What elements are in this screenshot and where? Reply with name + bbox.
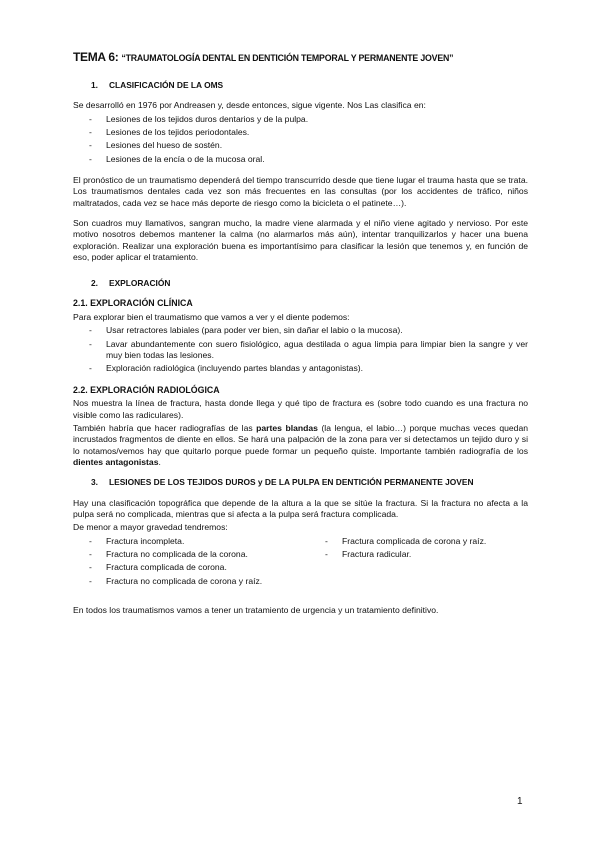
section-3-title: LESIONES DE LOS TEJIDOS DUROS y DE LA PULPA EN DENTICIÓN PERMANENTE JOVEN xyxy=(109,477,474,488)
title-text: “TRAUMATOLOGÍA DENTAL EN DENTICIÓN TEMPORAL Y PERMANENTE JOVEN” xyxy=(121,53,454,63)
section-1-number: 1. xyxy=(91,80,98,91)
subsection-2-1-intro: Para explorar bien el traumatismo que vamos a ver y el diente podemos: xyxy=(73,312,350,323)
list-item: - Lesiones de los tejidos duros dentarios y de la pulpa. xyxy=(106,114,528,125)
list-item: - Usar retractores labiales (para poder ver bien, sin dañar el labio o la mucosa). xyxy=(106,325,528,336)
section-2-number: 2. xyxy=(91,278,98,289)
section-3-paragraph-3: En todos los traumatismos vamos a tener un tratamiento de urgencia y un tratamiento definitivo. xyxy=(73,604,439,615)
section-1-intro: Se desarrolló en 1976 por Andreasen y, desde entonces, sigue vigente. Nos Las clasifica en: xyxy=(73,100,426,111)
section-1-title: CLASIFICACIÓN DE LA OMS xyxy=(109,80,224,91)
fracture-column-2 xyxy=(309,536,528,589)
text-run: . xyxy=(158,457,161,468)
list-item: - Exploración radiológica (incluyendo partes blandas y antagonistas). xyxy=(106,363,528,374)
fracture-types-columns xyxy=(73,536,528,589)
section-3-number: 3. xyxy=(91,477,98,488)
subsection-2-2-paragraph-1: Nos muestra la línea de fractura, hasta donde llega y qué tipo de fractura es (sobre todo cuando es una fractura no visible como las radiculares). xyxy=(73,398,528,420)
list-item: - Fractura complicada de corona y raíz. xyxy=(342,536,528,547)
list-item: - Fractura no complicada de la corona. xyxy=(106,549,309,560)
subsection-2-1-heading: 2.1. EXPLORACIÓN CLÍNICA xyxy=(73,298,193,309)
document-title xyxy=(73,50,528,66)
list-item: - Fractura no complicada de corona y raíz. xyxy=(106,576,309,587)
list-item: - Lavar abundantemente con suero fisiológico, agua destilada o agua limpia para limpiar bien la sangre y ver muy bien todas las lesiones. xyxy=(106,339,528,362)
section-3-paragraph-1: Hay una clasificación topográfica que depende de la altura a la que se sitúe la fractura. Si la fractura no afecta a la pulpa será no complicada, mientras que si afecta a la pulpa será fractura complicada. xyxy=(73,497,528,519)
list-item: - Lesiones del hueso de sostén. xyxy=(106,140,528,151)
section-2-title: EXPLORACIÓN xyxy=(109,278,171,289)
document-page xyxy=(73,50,528,625)
text-run: También habría que hacer radiografías de las xyxy=(73,423,257,434)
bold-term-dientes-antagonistas: dientes antagonistas xyxy=(73,457,159,468)
list-item: - Fractura complicada de corona. xyxy=(106,562,309,573)
list-item: - Lesiones de la encía o de la mucosa oral. xyxy=(106,154,528,165)
list-item: - Lesiones de los tejidos periodontales. xyxy=(106,127,528,138)
text-run: (la lengua, el labio…) porque muchas veces quedan incrustados fragmentos de diente en ellos. Se hará una palpación de la zona para ver si detectamos un tejido duro y si lo notamos/vemos hay que quitarlo porque puede formar un pequeño quiste. Importante también radiografía de los xyxy=(73,423,529,456)
subsection-2-2-paragraph-2 xyxy=(73,423,528,468)
list-item: - Fractura radicular. xyxy=(342,549,528,560)
section-1-heading xyxy=(91,80,528,91)
subsection-2-2-heading: 2.2. EXPLORACIÓN RADIOLÓGICA xyxy=(73,384,220,395)
section-1-paragraph-1: El pronóstico de un traumatismo dependerá del tiempo transcurrido desde que tiene lugar el trauma hasta que se trata. Los traumatismos dentales cada vez son más frecuentes en las consultas (por los accidentes de tráfico, niños maltratados, cada vez se hace más deporte de riesgo como la bicicleta o el patinete…). xyxy=(73,174,528,208)
page-number: 1 xyxy=(517,796,523,807)
fracture-column-1 xyxy=(73,536,309,589)
list-item: - Fractura incompleta. xyxy=(106,536,309,547)
section-1-paragraph-2: Son cuadros muy llamativos, sangran mucho, la madre viene alarmada y el niño viene agitado y nervioso. Por este motivo nosotros debemos mantener la calma (no alarmarlos más aún), intentar tranquilizarlos y hacer una buena exploración. Realizar una exploración buena es importantísimo para clasificar la lesión que tenemos y, en función de eso, poder aplicar el tratamiento. xyxy=(73,218,528,263)
title-prefix: TEMA 6: xyxy=(73,50,119,64)
bold-term-partes-blandas: partes blandas xyxy=(256,423,318,434)
section-1-list xyxy=(73,114,528,165)
section-3-paragraph-2: De menor a mayor gravedad tendremos: xyxy=(73,522,228,533)
subsection-2-1-list xyxy=(73,325,528,374)
section-2-heading xyxy=(91,278,528,289)
section-3-heading xyxy=(91,477,528,488)
